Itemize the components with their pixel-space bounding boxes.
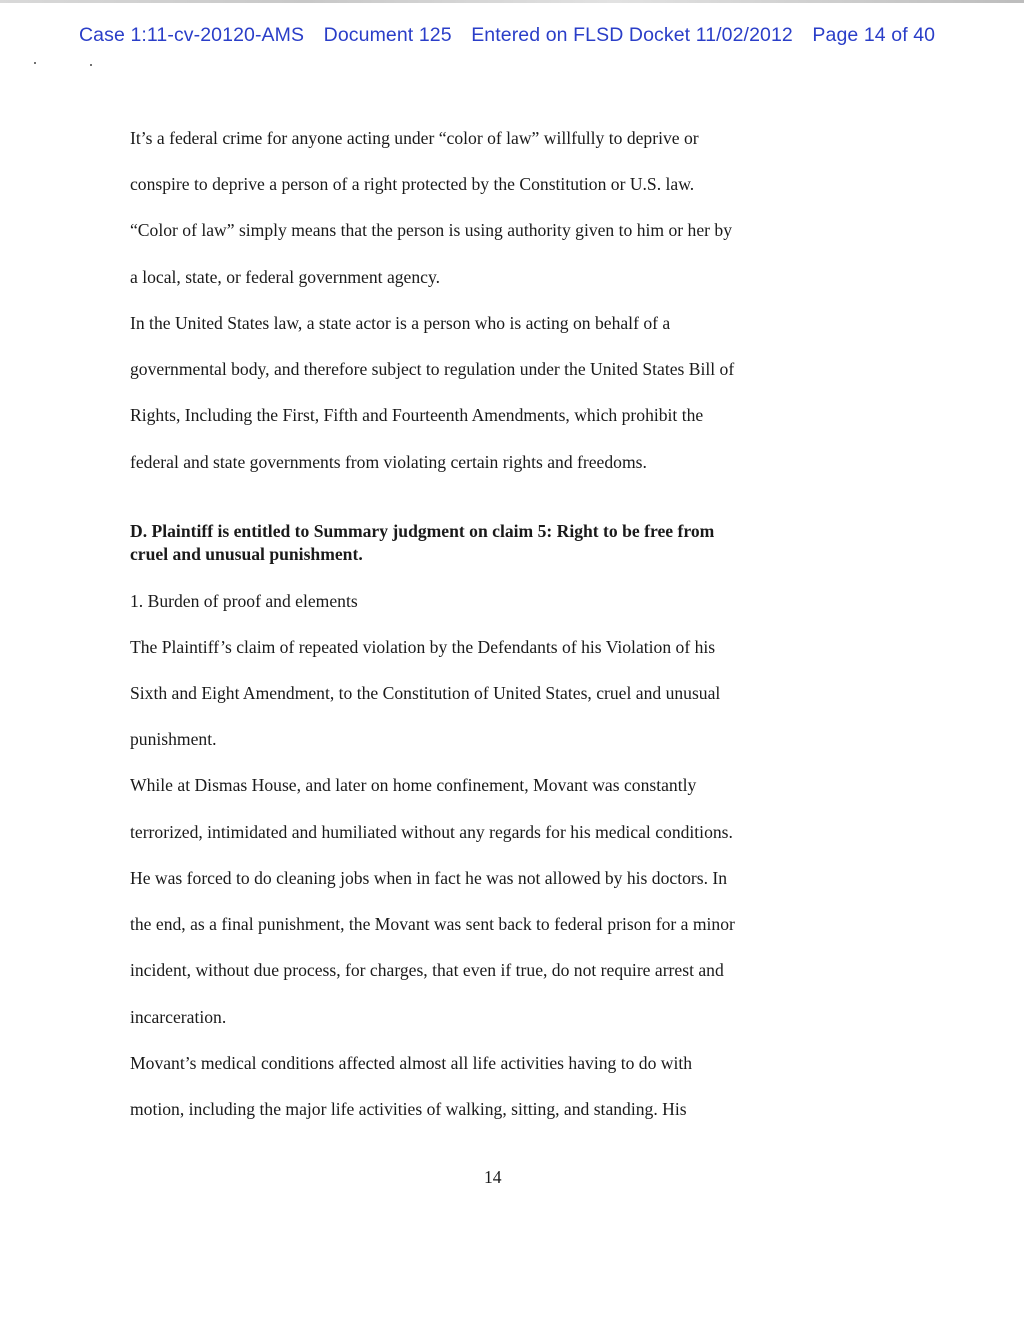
paragraph-line: It’s a federal crime for anyone acting under “color of law” willfully to deprive or — [130, 128, 699, 148]
scan-speck — [34, 62, 36, 64]
paragraph-line: terrorized, intimidated and humiliated without any regards for his medical conditions. — [130, 822, 733, 842]
paragraph-line: incident, without due process, for charges, that even if true, do not require arrest and — [130, 960, 724, 980]
section-heading-line: cruel and unusual punishment. — [130, 544, 363, 564]
paragraph-line: a local, state, or federal government agency. — [130, 267, 441, 287]
paragraph-line: He was forced to do cleaning jobs when in fact he was not allowed by his doctors. In — [130, 868, 728, 888]
paragraph-line: Movant’s medical conditions affected almost all life activities having to do with — [130, 1053, 693, 1073]
page-count: Page 14 of 40 — [812, 24, 936, 46]
paragraph-line: governmental body, and therefore subject to regulation under the United States Bill of — [130, 359, 735, 379]
paragraph-line: Rights, Including the First, Fifth and Fourteenth Amendments, which prohibit the — [130, 405, 704, 425]
page-number: 14 — [484, 1167, 502, 1187]
paragraph-line: In the United States law, a state actor is a person who is acting on behalf of a — [130, 313, 671, 333]
subsection-heading: 1. Burden of proof and elements — [130, 591, 358, 611]
docket-header — [79, 24, 935, 47]
paragraph-line: While at Dismas House, and later on home confinement, Movant was constantly — [130, 775, 697, 795]
paragraph-line: the end, as a final punishment, the Movant was sent back to federal prison for a minor — [130, 914, 735, 934]
case-number: Case 1:11-cv-20120-AMS — [79, 24, 305, 46]
scan-edge-artifact — [0, 0, 1024, 3]
docket-entry: Entered on FLSD Docket 11/02/2012 — [471, 24, 793, 46]
scan-specks — [34, 58, 104, 66]
section-heading-line: D. Plaintiff is entitled to Summary judgment on claim 5: Right to be free from — [130, 521, 715, 541]
paragraph-line: conspire to deprive a person of a right protected by the Constitution or U.S. law. — [130, 174, 695, 194]
paragraph-line: federal and state governments from violating certain rights and freedoms. — [130, 452, 647, 472]
paragraph-line: “Color of law” simply means that the person is using authority given to him or her by — [130, 220, 732, 240]
document-number: Document 125 — [323, 24, 452, 46]
paragraph-line: The Plaintiff’s claim of repeated violation by the Defendants of his Violation of his — [130, 637, 716, 657]
scan-speck — [90, 64, 92, 66]
paragraph-line: punishment. — [130, 729, 217, 749]
paragraph-line: motion, including the major life activities of walking, sitting, and standing. His — [130, 1099, 687, 1119]
paragraph-line: Sixth and Eight Amendment, to the Constitution of United States, cruel and unusual — [130, 683, 721, 703]
paragraph-line: incarceration. — [130, 1007, 227, 1027]
